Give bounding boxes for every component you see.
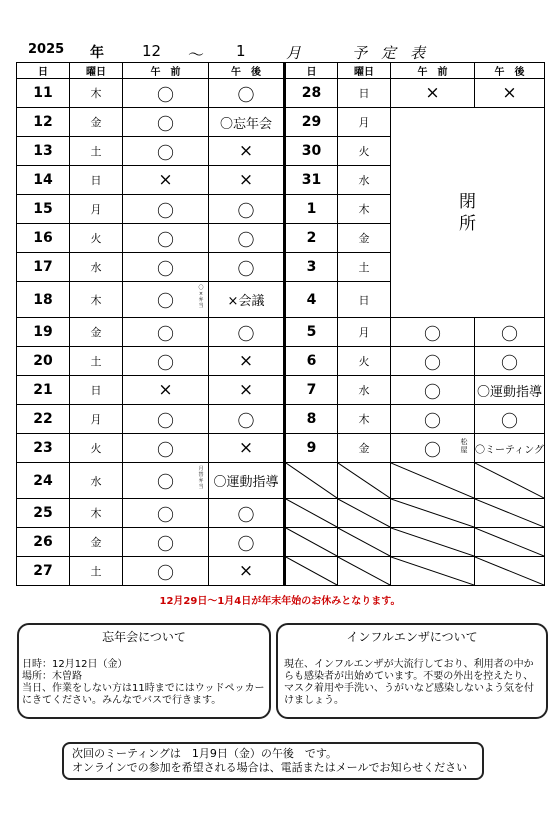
meeting-box (62, 742, 484, 780)
pm-cell: 〇 (209, 253, 285, 282)
weekday-cell: 月 (70, 195, 123, 224)
day-cell: 1 (285, 195, 338, 224)
hatch-lines (338, 463, 390, 498)
am-cell (123, 557, 209, 586)
table-row (17, 463, 545, 499)
table-row (17, 347, 545, 376)
weekday-cell: 水 (338, 376, 391, 405)
weekday-cell: 金 (338, 434, 391, 463)
pm-cell: 〇 (209, 528, 285, 557)
weekday-cell: 木 (70, 499, 123, 528)
schedule-title (0, 42, 560, 62)
am-cell (123, 405, 209, 434)
weekday-cell: 土 (70, 137, 123, 166)
am-mark: 〇 (157, 324, 174, 345)
hatched-cell (338, 528, 391, 557)
am-mark: 〇 (157, 292, 174, 312)
weekday-cell: 日 (338, 282, 391, 318)
hatch-lines (391, 499, 474, 527)
hatched-cell (338, 463, 391, 499)
am-mark: 〇 (157, 505, 174, 526)
pm-cell: ×会議 (209, 282, 285, 318)
pm-cell: 〇 (209, 318, 285, 347)
am-cell (391, 347, 475, 376)
hatch-lines (338, 528, 390, 556)
hatched-cell (338, 499, 391, 528)
day-cell: 23 (17, 434, 70, 463)
weekday-cell: 火 (70, 224, 123, 253)
pm-cell: 〇 (209, 195, 285, 224)
pm-cell: × (475, 79, 545, 108)
hatched-cell (338, 557, 391, 586)
day-cell: 16 (17, 224, 70, 253)
header-am: 午 前 (391, 63, 475, 79)
hatch-lines (286, 499, 337, 527)
title-month-end: 1 (236, 42, 246, 60)
title-nen: 年 (90, 45, 104, 61)
header-day: 日 (17, 63, 70, 79)
bonenkai-place: 場所：木曽路 (22, 671, 82, 682)
am-cell (123, 79, 209, 108)
am-note: 〇×弁当 (198, 285, 204, 309)
am-mark: 〇 (157, 353, 174, 374)
pm-cell: 〇忘年会 (209, 108, 285, 137)
hatched-cell (285, 499, 338, 528)
hatched-cell (475, 528, 545, 557)
am-mark: 〇 (424, 411, 441, 432)
header-weekday: 曜日 (338, 63, 391, 79)
influenza-title: インフルエンザについて (346, 630, 478, 644)
hatch-lines (338, 557, 390, 585)
day-cell: 7 (285, 376, 338, 405)
bonenkai-note: 当日、作業をしない方は11時までにはウッドペッカーにきてください。みんなでバスで行きます。 (22, 683, 265, 706)
hatch-lines (338, 499, 390, 527)
weekday-cell: 火 (338, 347, 391, 376)
pm-cell: × (209, 347, 285, 376)
closed-cell (391, 108, 545, 318)
hatch-lines (286, 463, 337, 498)
hatch-lines (286, 528, 337, 556)
am-cell (123, 224, 209, 253)
day-cell: 19 (17, 318, 70, 347)
title-year: 2025 (28, 42, 65, 57)
day-cell: 3 (285, 253, 338, 282)
am-cell (123, 347, 209, 376)
weekday-cell: 木 (338, 405, 391, 434)
pm-cell: × (209, 434, 285, 463)
day-cell: 27 (17, 557, 70, 586)
day-cell: 4 (285, 282, 338, 318)
table-row (17, 318, 545, 347)
header-pm: 午 後 (209, 63, 285, 79)
am-mark: 〇 (157, 201, 174, 222)
closed-label: 閉 所 (459, 191, 476, 234)
am-mark: × (425, 83, 440, 103)
bonenkai-box (17, 623, 271, 719)
am-cell (123, 253, 209, 282)
meeting-line-2: オンラインでの参加を希望される場合は、電話またはメールでお知らせください (72, 761, 468, 774)
weekday-cell: 水 (70, 463, 123, 499)
weekday-cell: 月 (338, 108, 391, 137)
weekday-cell: 土 (70, 347, 123, 376)
day-cell: 15 (17, 195, 70, 224)
day-cell: 25 (17, 499, 70, 528)
am-mark: 〇 (157, 534, 174, 555)
am-mark: 〇 (157, 563, 174, 584)
am-mark: 〇 (157, 440, 174, 461)
am-cell (123, 434, 209, 463)
day-cell: 8 (285, 405, 338, 434)
weekday-cell: 火 (70, 434, 123, 463)
pm-cell: × (209, 376, 285, 405)
day-cell: 9 (285, 434, 338, 463)
day-cell: 30 (285, 137, 338, 166)
hatched-cell (475, 499, 545, 528)
pm-cell: 〇 (475, 405, 545, 434)
am-mark: 〇 (424, 324, 441, 345)
am-mark: 〇 (424, 440, 441, 461)
am-mark: 〇 (157, 473, 174, 493)
header-am: 午 前 (123, 63, 209, 79)
am-cell (123, 528, 209, 557)
am-mark: 〇 (157, 114, 174, 135)
hatch-lines (391, 528, 474, 556)
pm-cell: 〇 (475, 347, 545, 376)
day-cell: 31 (285, 166, 338, 195)
hatch-lines (391, 557, 474, 585)
table-row (17, 405, 545, 434)
am-mark: 〇 (157, 143, 174, 164)
table-row (17, 557, 545, 586)
weekday-cell: 金 (70, 318, 123, 347)
am-cell (391, 318, 475, 347)
bonenkai-body (19, 659, 269, 707)
hatched-cell (285, 463, 338, 499)
day-cell: 28 (285, 79, 338, 108)
am-cell (123, 282, 209, 318)
day-cell: 22 (17, 405, 70, 434)
pm-cell: 〇ミーティング (475, 434, 545, 463)
hatch-lines (391, 463, 474, 498)
day-cell: 17 (17, 253, 70, 282)
am-cell (123, 195, 209, 224)
table-row (17, 108, 545, 137)
day-cell: 14 (17, 166, 70, 195)
am-mark: 〇 (157, 85, 174, 106)
pm-cell: 〇 (209, 405, 285, 434)
header-day: 日 (285, 63, 338, 79)
weekday-cell: 日 (338, 79, 391, 108)
am-mark: 〇 (157, 411, 174, 432)
day-cell: 11 (17, 79, 70, 108)
day-cell: 29 (285, 108, 338, 137)
title-tilde: ～ (188, 45, 205, 64)
table-header-row (17, 63, 545, 79)
weekday-cell: 土 (70, 557, 123, 586)
holiday-notice: 12月29日～1月4日が年末年始のお休みとなります。 (159, 596, 401, 607)
pm-cell: × (209, 166, 285, 195)
day-cell: 20 (17, 347, 70, 376)
weekday-cell: 水 (338, 166, 391, 195)
bonenkai-date: 日時：12月12日（金） (22, 659, 128, 670)
day-cell: 2 (285, 224, 338, 253)
am-cell (123, 137, 209, 166)
weekday-cell: 日 (70, 166, 123, 195)
weekday-cell: 水 (70, 253, 123, 282)
day-cell: 24 (17, 463, 70, 499)
table-row (17, 499, 545, 528)
header-pm: 午 後 (475, 63, 545, 79)
am-cell (391, 376, 475, 405)
title-tsuki: 月 (286, 44, 302, 62)
weekday-cell: 土 (338, 253, 391, 282)
table-row (17, 528, 545, 557)
weekday-cell: 木 (70, 282, 123, 318)
weekday-cell: 月 (338, 318, 391, 347)
title-month-start: 12 (142, 42, 162, 60)
am-cell (391, 434, 475, 463)
day-cell: 26 (17, 528, 70, 557)
day-cell: 6 (285, 347, 338, 376)
weekday-cell: 木 (338, 195, 391, 224)
hatched-cell (285, 557, 338, 586)
hatched-cell (391, 463, 475, 499)
title-yotei: 予定表 (352, 44, 440, 62)
header-weekday: 曜日 (70, 63, 123, 79)
influenza-body: 現在、インフルエンザが大流行しており、利用者の中からも感染者が出始めています。不要の外出を控えたり、マスク着用や手洗い、うがいなど感染しないよう気を付けましょう。 (284, 659, 534, 706)
bonenkai-title: 忘年会について (102, 630, 186, 644)
pm-cell: 〇 (209, 79, 285, 108)
am-mark: 〇 (424, 382, 441, 403)
am-cell (391, 79, 475, 108)
pm-cell: 〇運動指導 (209, 463, 285, 499)
am-mark: 〇 (157, 259, 174, 280)
am-cell (123, 318, 209, 347)
hatched-cell (475, 557, 545, 586)
day-cell: 18 (17, 282, 70, 318)
table-row (17, 434, 545, 463)
hatch-lines (475, 557, 544, 585)
am-mark: 〇 (157, 230, 174, 251)
hatched-cell (391, 528, 475, 557)
weekday-cell: 火 (338, 137, 391, 166)
pm-cell: 〇運動指導 (475, 376, 545, 405)
hatched-cell (391, 499, 475, 528)
am-cell (123, 376, 209, 405)
am-note: 松屋 (460, 438, 468, 454)
meeting-line-1: 次回のミーティングは 1月9日（金）の午後 です。 (72, 747, 338, 760)
weekday-cell: 月 (70, 405, 123, 434)
am-mark: 〇 (424, 353, 441, 374)
schedule-table (16, 62, 545, 586)
am-cell (123, 108, 209, 137)
am-mark: × (158, 170, 173, 190)
hatch-lines (286, 557, 337, 585)
table-row (17, 376, 545, 405)
day-cell: 13 (17, 137, 70, 166)
weekday-cell: 木 (70, 79, 123, 108)
hatch-lines (475, 499, 544, 527)
weekday-cell: 金 (70, 528, 123, 557)
am-cell (123, 166, 209, 195)
weekday-cell: 日 (70, 376, 123, 405)
am-cell (123, 499, 209, 528)
weekday-cell: 金 (338, 224, 391, 253)
weekday-cell: 金 (70, 108, 123, 137)
hatch-lines (475, 463, 544, 498)
table-row (17, 79, 545, 108)
pm-cell: × (209, 137, 285, 166)
am-note: 月替弁当 (198, 466, 204, 490)
influenza-box (276, 623, 548, 719)
pm-cell: × (209, 557, 285, 586)
pm-cell: 〇 (209, 224, 285, 253)
am-cell (391, 405, 475, 434)
day-cell: 12 (17, 108, 70, 137)
day-cell: 21 (17, 376, 70, 405)
pm-cell: 〇 (209, 499, 285, 528)
hatch-lines (475, 528, 544, 556)
day-cell: 5 (285, 318, 338, 347)
hatched-cell (391, 557, 475, 586)
meeting-body (64, 744, 482, 778)
am-mark: × (158, 380, 173, 400)
am-cell (123, 463, 209, 499)
pm-cell: 〇 (475, 318, 545, 347)
hatched-cell (285, 528, 338, 557)
hatched-cell (475, 463, 545, 499)
